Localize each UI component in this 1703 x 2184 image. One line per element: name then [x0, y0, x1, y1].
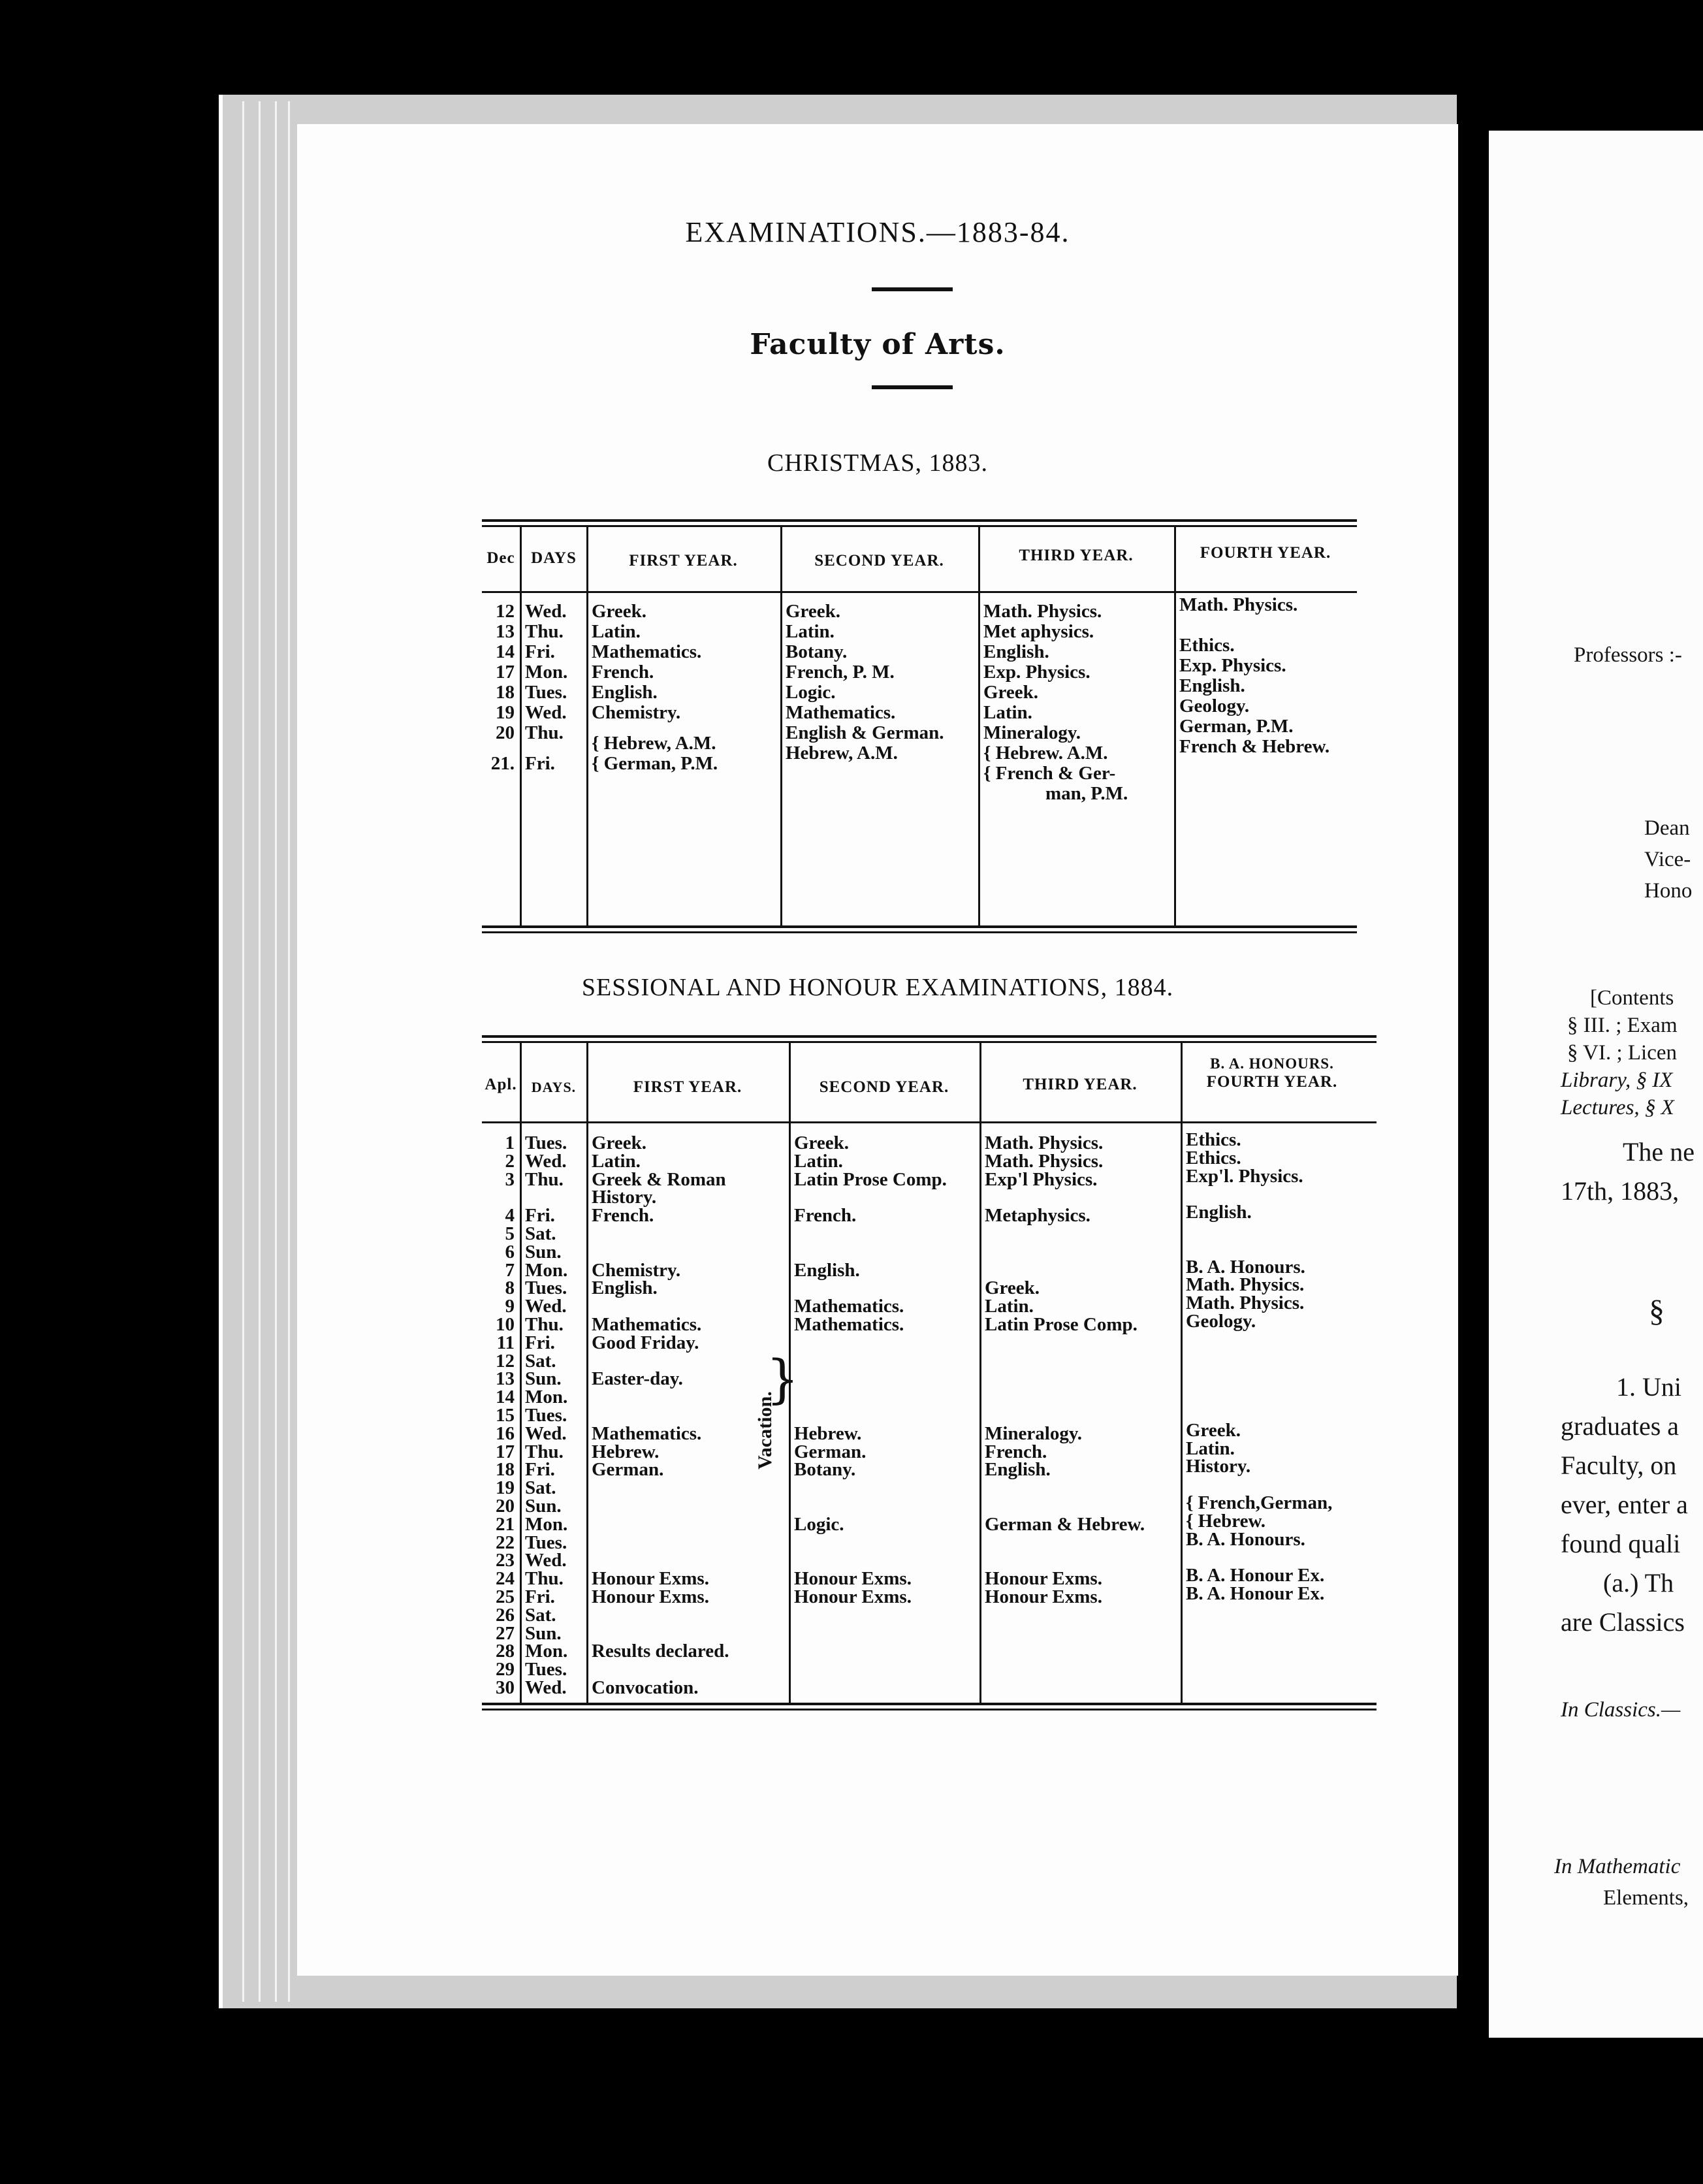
date-cell: 19 — [496, 702, 515, 723]
date-cell: 5 — [505, 1223, 515, 1244]
subject-cell: English. — [592, 682, 658, 703]
subject-cell — [1186, 1384, 1377, 1402]
day-cell: Tues. — [525, 682, 567, 703]
subject-cell — [592, 1550, 781, 1569]
day-cell: Sun. — [525, 1241, 562, 1262]
subject-cell: { French,German, — [1186, 1492, 1333, 1513]
subject-cell: English. — [983, 641, 1049, 662]
subject-cell: Honour Exms. — [985, 1568, 1102, 1590]
subject-cell: { Hebrew. — [1186, 1510, 1266, 1532]
subject-cell: Mathematics. — [794, 1296, 904, 1317]
text-fragment: are Classics — [1561, 1607, 1685, 1637]
subject-cell — [794, 1550, 978, 1569]
day-cell — [525, 1187, 585, 1206]
date-cell: 12 — [496, 1350, 515, 1372]
subject-cell: English. — [1186, 1202, 1252, 1223]
date-cell: 26 — [496, 1604, 515, 1626]
subject-cell: German. — [592, 1459, 664, 1481]
date-cell: 28 — [496, 1641, 515, 1662]
vacation-label: Vacation. — [754, 1391, 776, 1469]
subject-cell: French, P. M. — [786, 662, 895, 682]
date-cell: 9 — [505, 1296, 515, 1317]
subject-cell: French. — [592, 662, 654, 682]
subject-cell — [794, 1478, 978, 1496]
hono-label: Hono — [1644, 879, 1693, 903]
day-cell: Fri. — [525, 753, 555, 774]
subject-cell: Hebrew. — [592, 1441, 660, 1462]
subject-cell: Latin. — [794, 1150, 843, 1172]
subject-cell — [985, 1478, 1179, 1496]
subject-cell — [794, 1224, 978, 1242]
date-cell: 17 — [496, 662, 515, 682]
subject-cell: French. — [985, 1441, 1047, 1462]
subject-cell: Metaphysics. — [985, 1205, 1090, 1227]
day-cell: Wed. — [525, 1677, 567, 1698]
subject-cell: Latin. — [592, 1150, 641, 1172]
date-cell: 17 — [496, 1441, 515, 1462]
left-page — [297, 124, 1458, 1976]
day-cell: Thu. — [525, 1568, 564, 1590]
sessional-table — [482, 1035, 1377, 1721]
date-cell: 13 — [496, 1368, 515, 1390]
christmas-heading: CHRISTMAS, 1883. — [767, 449, 988, 477]
day-cell: Mon. — [525, 1641, 568, 1662]
fourth-year-column — [1179, 595, 1357, 757]
subject-cell: Honour Exms. — [794, 1586, 912, 1607]
day-cell: Mon. — [525, 1259, 568, 1281]
subject-cell — [794, 1242, 978, 1261]
days-column — [525, 602, 585, 774]
header-apl: Apl. — [485, 1076, 517, 1093]
subject-cell — [985, 1242, 1179, 1261]
second-year-column — [786, 602, 976, 784]
sessional-heading: SESSIONAL AND HONOUR EXAMINATIONS, 1884. — [581, 974, 1174, 1001]
subject-cell: { German, P.M. — [592, 753, 718, 774]
date-cell: 23 — [496, 1550, 515, 1571]
day-cell: Sun. — [525, 1495, 562, 1517]
subject-cell: Easter-day. — [592, 1368, 683, 1390]
subject-cell — [985, 1369, 1179, 1387]
subject-cell: { Hebrew. A.M. — [983, 743, 1108, 763]
subject-cell: Math. Physics. — [1179, 594, 1298, 615]
subject-cell: Latin. — [592, 621, 641, 642]
day-cell: Sat. — [525, 1604, 556, 1626]
subject-cell — [1186, 1239, 1377, 1257]
subject-cell: { Hebrew, A.M. — [592, 733, 716, 754]
day-cell: Tues. — [525, 1404, 567, 1426]
apl-dates-column — [482, 1133, 515, 1696]
day-cell: Wed. — [525, 1296, 567, 1317]
days-column — [525, 1133, 585, 1696]
day-cell: Fri. — [525, 1459, 555, 1481]
date-cell: 16 — [496, 1422, 515, 1444]
subject-cell: Mineralogy. — [983, 722, 1081, 743]
date-cell: 1 — [505, 1132, 515, 1153]
subject-cell: Mathematics. — [786, 702, 896, 723]
date-cell — [482, 743, 515, 754]
subject-cell: Botany. — [786, 641, 848, 662]
text-fragment: The ne — [1623, 1137, 1695, 1166]
text-fragment: In Classics.— — [1561, 1698, 1681, 1722]
faculty-heading: Faculty of Arts. — [750, 328, 1006, 361]
date-cell: 13 — [496, 621, 515, 642]
date-cell: 7 — [505, 1259, 515, 1281]
dean-label: Dean — [1644, 816, 1690, 840]
subject-cell — [592, 1660, 781, 1678]
day-cell: Tues. — [525, 1659, 567, 1680]
text-fragment: graduates a — [1561, 1411, 1679, 1441]
day-cell: Mon. — [525, 1513, 568, 1535]
professors-label: Professors :- — [1574, 643, 1682, 667]
subject-cell — [592, 1533, 781, 1551]
day-cell: Fri. — [525, 641, 555, 662]
text-fragment: Library, § IX — [1561, 1068, 1673, 1092]
subject-cell — [592, 1405, 781, 1424]
subject-cell: Botany. — [794, 1459, 856, 1481]
subject-cell — [794, 1533, 978, 1551]
subject-cell — [592, 1351, 781, 1370]
subject-cell: Honour Exms. — [592, 1586, 709, 1607]
subject-cell: English. — [985, 1459, 1051, 1481]
subject-cell — [985, 1533, 1179, 1551]
subject-cell: Math. Physics. — [983, 601, 1102, 622]
date-cell: 8 — [505, 1277, 515, 1299]
subject-cell: Ethics. — [1186, 1129, 1241, 1150]
subject-cell: Honour Exms. — [592, 1568, 709, 1590]
subject-cell: German & Hebrew. — [985, 1513, 1145, 1535]
date-cell: 25 — [496, 1586, 515, 1607]
text-fragment: found quali — [1561, 1529, 1681, 1558]
day-cell: Thu. — [525, 1168, 564, 1190]
subject-cell: Greek. — [592, 1132, 647, 1153]
subject-cell — [1179, 615, 1357, 635]
text-fragment: In Mathematic — [1554, 1855, 1681, 1878]
subject-cell: Math. Physics. — [1186, 1274, 1305, 1296]
day-cell: Tues. — [525, 1277, 567, 1299]
subject-cell — [592, 1496, 781, 1515]
subject-cell: English. — [794, 1259, 860, 1281]
subject-cell: Geology. — [1186, 1310, 1256, 1332]
section-mark: § — [1649, 1294, 1664, 1328]
text-fragment: § VI. ; Licen — [1567, 1041, 1678, 1065]
date-cell: 4 — [505, 1205, 515, 1227]
vacation-brace: } — [766, 1349, 799, 1409]
header-fourth-year: FOURTH YEAR. — [1206, 1073, 1338, 1091]
subject-cell — [592, 1387, 781, 1405]
date-cell: 20 — [496, 722, 515, 743]
date-cell: 22 — [496, 1532, 515, 1553]
header-first-year: FIRST YEAR. — [633, 1078, 742, 1096]
faculty-rule — [872, 385, 953, 389]
header-days: DAYS. — [531, 1079, 577, 1095]
subject-cell: Greek & Roman — [592, 1168, 726, 1190]
subject-cell: Mathematics. — [592, 641, 702, 662]
first-year-column — [592, 1133, 781, 1696]
subject-cell — [794, 1278, 978, 1296]
subject-cell — [592, 1224, 781, 1242]
subject-cell — [1186, 1330, 1377, 1348]
title-rule — [872, 287, 953, 291]
subject-cell — [985, 1387, 1179, 1405]
subject-cell: French & Hebrew. — [1179, 736, 1330, 757]
day-cell: Fri. — [525, 1332, 555, 1353]
subject-cell: Logic. — [786, 682, 836, 703]
date-cell: 18 — [496, 1459, 515, 1481]
subject-cell — [985, 1224, 1179, 1242]
subject-cell: Hebrew. — [794, 1422, 862, 1444]
day-cell: Mon. — [525, 662, 568, 682]
day-cell: Wed. — [525, 601, 567, 622]
subject-cell — [985, 1405, 1179, 1424]
subject-cell: Met aphysics. — [983, 621, 1094, 642]
subject-cell: Chemistry. — [592, 702, 681, 723]
day-cell: Sat. — [525, 1223, 556, 1244]
subject-cell: Mineralogy. — [985, 1422, 1083, 1444]
subject-cell: { French & Ger- — [983, 763, 1116, 784]
date-cell: 21 — [496, 1513, 515, 1535]
subject-cell: Mathematics. — [592, 1313, 702, 1335]
date-cell: 19 — [496, 1477, 515, 1499]
subject-cell: French. — [592, 1205, 654, 1227]
subject-cell: Mathematics. — [592, 1422, 702, 1444]
subject-cell — [794, 1405, 978, 1424]
day-cell: Sat. — [525, 1350, 556, 1372]
third-year-column — [983, 602, 1173, 804]
subject-cell: Greek. — [592, 601, 647, 622]
subject-cell: French. — [794, 1205, 857, 1227]
date-cell: 14 — [496, 641, 515, 662]
subject-cell: Exp'l. Physics. — [1186, 1165, 1303, 1187]
header-days: DAYS — [531, 549, 577, 567]
subject-cell: German. — [794, 1441, 867, 1462]
second-year-column — [794, 1133, 978, 1605]
subject-cell — [794, 1333, 978, 1351]
subject-cell — [592, 1296, 781, 1315]
date-cell: 6 — [505, 1241, 515, 1262]
date-cell: 14 — [496, 1387, 515, 1408]
day-cell: Wed. — [525, 1422, 567, 1444]
subject-cell: History. — [592, 1187, 657, 1208]
date-cell: 2 — [505, 1150, 515, 1172]
text-fragment: § III. ; Exam — [1567, 1014, 1678, 1037]
header-second-year: SECOND YEAR. — [814, 552, 944, 570]
header-dec: Dec — [486, 549, 515, 567]
subject-cell: History. — [1186, 1456, 1251, 1477]
subject-cell — [592, 723, 778, 733]
subject-cell: Honour Exms. — [794, 1568, 912, 1590]
subject-cell — [985, 1333, 1179, 1351]
day-cell: Sat. — [525, 1477, 556, 1499]
text-fragment: Lectures, § X — [1561, 1096, 1674, 1119]
day-cell: Fri. — [525, 1586, 555, 1607]
subject-cell — [794, 1351, 978, 1370]
day-cell: Thu. — [525, 621, 564, 642]
date-cell: 30 — [496, 1677, 515, 1698]
subject-cell: Mathematics. — [794, 1313, 904, 1335]
subject-cell — [794, 1369, 978, 1387]
subject-cell: Convocation. — [592, 1677, 699, 1698]
vice-label: Vice- — [1644, 848, 1691, 871]
subject-cell: Results declared. — [592, 1641, 729, 1662]
header-fourth-year: FOURTH YEAR. — [1200, 544, 1331, 562]
subject-cell — [985, 1496, 1179, 1515]
date-cell: 18 — [496, 682, 515, 703]
day-cell: Wed. — [525, 1550, 567, 1571]
subject-cell: Honour Exms. — [985, 1586, 1102, 1607]
day-cell: Wed. — [525, 1150, 567, 1172]
subject-cell: Exp'l Physics. — [985, 1168, 1098, 1190]
subject-cell: Exp. Physics. — [983, 662, 1090, 682]
subject-cell: Latin Prose Comp. — [794, 1168, 947, 1190]
text-fragment: ever, enter a — [1561, 1490, 1688, 1519]
subject-cell: Good Friday. — [592, 1332, 699, 1353]
header-first-year: FIRST YEAR. — [629, 552, 738, 570]
subject-cell — [794, 1496, 978, 1515]
date-cell: 29 — [496, 1659, 515, 1680]
header-third-year: THIRD YEAR. — [1023, 1076, 1138, 1093]
contents-fragment: [Contents — [1590, 986, 1674, 1010]
subject-cell: Math. Physics. — [985, 1150, 1104, 1172]
right-page — [1489, 131, 1703, 2038]
fourth-year-column — [1186, 1130, 1377, 1602]
subject-cell: Greek. — [786, 601, 841, 622]
dec-dates-column — [482, 602, 515, 774]
date-cell: 15 — [496, 1404, 515, 1426]
subject-cell: B. A. Honours. — [1186, 1256, 1305, 1277]
subject-cell: German, P.M. — [1179, 716, 1294, 737]
subject-cell — [592, 1478, 781, 1496]
subject-cell: Ethics. — [1179, 635, 1235, 656]
subject-cell — [794, 1187, 978, 1206]
subject-cell: Latin. — [786, 621, 835, 642]
subject-cell: Greek. — [1186, 1419, 1241, 1441]
subject-cell: Ethics. — [1186, 1147, 1241, 1168]
day-cell: Tues. — [525, 1132, 567, 1153]
day-cell: Fri. — [525, 1205, 555, 1227]
text-fragment: 17th, 1883, — [1561, 1176, 1679, 1206]
subject-cell: Latin. — [1186, 1437, 1235, 1459]
subject-cell: B. A. Honours. — [1186, 1528, 1305, 1550]
day-cell: Sun. — [525, 1622, 562, 1644]
subject-cell — [786, 763, 976, 784]
subject-cell — [985, 1187, 1179, 1206]
subject-cell: English. — [592, 1277, 658, 1299]
subject-cell — [592, 1515, 781, 1533]
subject-cell: Exp. Physics. — [1179, 655, 1286, 676]
date-cell: 3 — [505, 1168, 515, 1190]
date-cell: 12 — [496, 601, 515, 622]
day-cell: Mon. — [525, 1387, 568, 1408]
date-cell — [482, 1187, 515, 1206]
subject-cell: English & German. — [786, 722, 944, 743]
subject-cell: Latin Prose Comp. — [985, 1313, 1138, 1335]
subject-cell — [1186, 1348, 1377, 1366]
subject-cell: B. A. Honour Ex. — [1186, 1565, 1325, 1586]
subject-cell — [1186, 1402, 1377, 1421]
text-fragment: 1. Uni — [1616, 1372, 1681, 1402]
date-cell: 11 — [496, 1332, 515, 1353]
subject-cell: Latin. — [985, 1296, 1034, 1317]
subject-cell — [1186, 1366, 1377, 1384]
subject-cell: Math. Physics. — [985, 1132, 1104, 1153]
subject-cell: Latin. — [983, 702, 1032, 723]
header-second-year: SECOND YEAR. — [819, 1078, 949, 1096]
subject-cell: Geology. — [1179, 696, 1250, 716]
text-fragment: (a.) Th — [1603, 1568, 1674, 1598]
day-cell: Thu. — [525, 1313, 564, 1335]
text-fragment: Faculty, on — [1561, 1451, 1677, 1480]
subject-cell: Hebrew, A.M. — [786, 743, 898, 763]
subject-cell: Chemistry. — [592, 1259, 681, 1281]
page-title: EXAMINATIONS.—1883-84. — [685, 216, 1070, 248]
date-cell: 10 — [496, 1313, 515, 1335]
text-fragment: Elements, — [1603, 1886, 1689, 1910]
subject-cell — [1186, 1221, 1377, 1239]
subject-cell — [985, 1351, 1179, 1370]
date-cell: 27 — [496, 1622, 515, 1644]
day-cell: Thu. — [525, 722, 564, 743]
subject-cell — [985, 1261, 1179, 1279]
subject-cell — [1186, 1547, 1377, 1566]
subject-cell: Math. Physics. — [1186, 1293, 1305, 1314]
subject-cell — [1186, 1184, 1377, 1202]
subject-cell: English. — [1179, 675, 1245, 696]
subject-cell — [592, 1605, 781, 1624]
subject-cell: Logic. — [794, 1513, 844, 1535]
day-cell: Wed. — [525, 702, 567, 723]
subject-cell — [985, 1550, 1179, 1569]
subject-cell: Greek. — [985, 1277, 1040, 1299]
subject-cell — [592, 1624, 781, 1642]
christmas-table — [482, 519, 1357, 937]
day-cell — [525, 743, 585, 754]
date-cell: 21. — [490, 753, 515, 774]
subject-cell: B. A. Honour Ex. — [1186, 1582, 1325, 1604]
subject-cell: man, P.M. — [1045, 783, 1128, 804]
subject-cell: Greek. — [794, 1132, 850, 1153]
header-third-year: THIRD YEAR. — [1019, 547, 1134, 564]
header-ba-honours: B. A. HONOURS. — [1210, 1055, 1334, 1072]
date-cell: 24 — [496, 1568, 515, 1590]
subject-cell — [592, 1242, 781, 1261]
date-cell: 20 — [496, 1495, 515, 1517]
subject-cell: Greek. — [983, 682, 1039, 703]
day-cell: Thu. — [525, 1441, 564, 1462]
third-year-column — [985, 1133, 1179, 1605]
day-cell: Tues. — [525, 1532, 567, 1553]
subject-cell — [794, 1387, 978, 1405]
subject-cell — [1186, 1475, 1377, 1493]
day-cell: Sun. — [525, 1368, 562, 1390]
first-year-column — [592, 602, 778, 774]
